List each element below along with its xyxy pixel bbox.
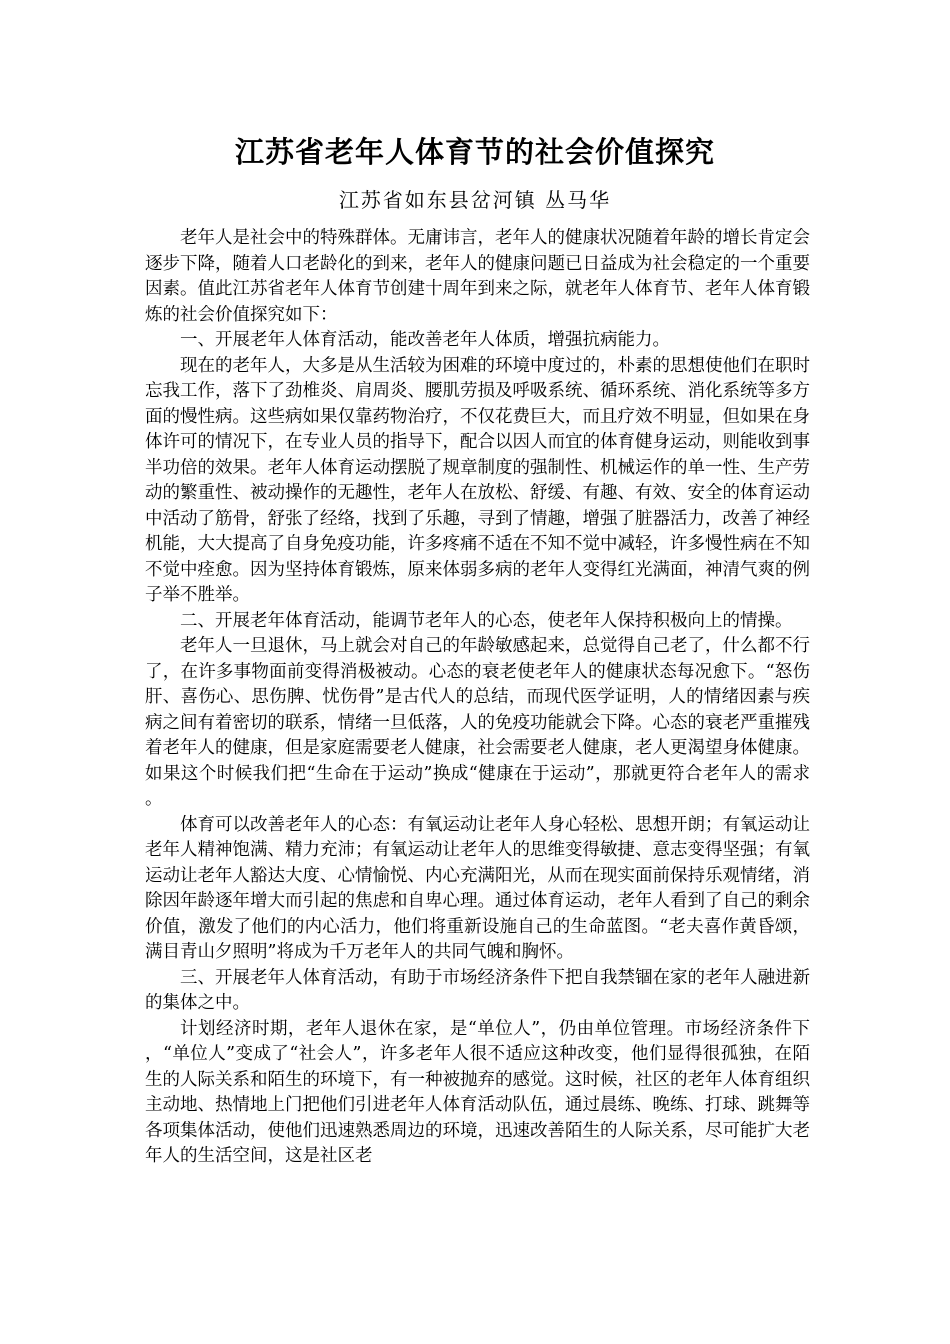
paragraph-section-2b: 体育可以改善老年人的心态：有氧运动让老年人身心轻松、思想开朗；有氧运动让老年人精神饱满、精力充沛；有氧运动让老年人的思维变得敏捷、意志变得坚强；有氧运动让老年人豁达大度、心情愉悦、内心充满阳光，从而在现实面前保持乐观情绪，消除因年龄逐年增大而引起的焦虑和自卑心理。通过体育运动，老年人看到了自己的剩余价值，激发了他们的内心活力，他们将重新设施自己的生命蓝图。“老夫喜作黄昏颂，满目青山夕照明”将成为千万老年人的共同气魄和胸怀。 [145, 814, 810, 962]
article-body [145, 226, 810, 1170]
paragraph-intro: 老年人是社会中的特殊群体。无庸讳言，老年人的健康状况随着年龄的增长肯定会逐步下降，随着人口老龄化的到来，老年人的健康问题已日益成为社会稳定的一个重要因素。值此江苏省老年人体育节创建十周年到来之际，就老年人体育节、老年人体育锻炼的社会价值探究如下： [145, 228, 810, 325]
paragraph-section-3: 计划经济时期，老年人退休在家，是“单位人”，仍由单位管理。市场经济条件下，“单位人”变成了“社会人”，许多老年人很不适应这种改变，他们显得很孤独，在陌生的人际关系和陌生的环境下，有一种被抛弃的感觉。这时候，社区的老年人体育组织主动地、热情地上门把他们引进老年人体育活动队伍，通过晨练、晚练、打球、跳舞等各项集体活动，使他们迅速熟悉周边的环境，迅速改善陌生的人际关系，尽可能扩大老年人的生活空间，这是社区老 [145, 1018, 810, 1166]
author-byline: 江苏省如东县岔河镇 丛马华 [338, 188, 612, 212]
section-heading-3: 三、开展老年人体育活动，有助于市场经济条件下把自我禁锢在家的老年人融进新的集体之中。 [145, 967, 810, 1013]
section-heading-2: 二、开展老年体育活动，能调节老年人的心态，使老年人保持积极向上的情操。 [180, 610, 793, 631]
section-heading-1: 一、开展老年人体育活动，能改善老年人体质，增强抗病能力。 [180, 330, 670, 350]
page-title: 江苏省老年人体育节的社会价值探究 [234, 135, 715, 169]
paragraph-section-1: 现在的老年人，大多是从生活较为困难的环境中度过的，朴素的思想使他们在职时忘我工作，落下了劲椎炎、肩周炎、腰肌劳损及呼吸系统、循环系统、消化系统等多方面的慢性病。这些病如果仅靠药物治疗，不仅花费巨大，而且疗效不明显，但如果在身体许可的情况下，在专业人员的指导下，配合以因人而宜的体育健身运动，则能收到事半功倍的效果。老年人体育运动摆脱了规章制度的强制性、机械运作的单一性、生产劳动的繁重性、被动操作的无趣性，老年人在放松、舒缓、有趣、有效、安全的体育运动中活动了筋骨，舒张了经络，找到了乐趣，寻到了情趣，增强了脏器活力，改善了神经机能，大大提高了自身免疫功能，许多疼痛不适在不知不觉中减轻，许多慢性病在不知不觉中痊愈。因为坚持体育锻炼，原来体弱多病的老年人变得红光满面，神清气爽的例子举不胜举。 [145, 355, 810, 605]
paragraph-section-2a: 老年人一旦退休，马上就会对自己的年龄敏感起来，总觉得自己老了，什么都不行了，在许多事物面前变得消极被动。心态的衰老使老年人的健康状态每况愈下。“怒伤肝、喜伤心、思伤脾、忧伤骨”是古代人的总结，而现代医学证明，人的情绪因素与疾病之间有着密切的联系，情绪一旦低落，人的免疫功能就会下降。心态的衰老严重摧残着老年人的健康，但是家庭需要老人健康，社会需要老人健康，老人更渴望身体健康。如果这个时候我们把“生命在于运动”换成“健康在于运动”，那就更符合老年人的需求。 [145, 636, 810, 809]
